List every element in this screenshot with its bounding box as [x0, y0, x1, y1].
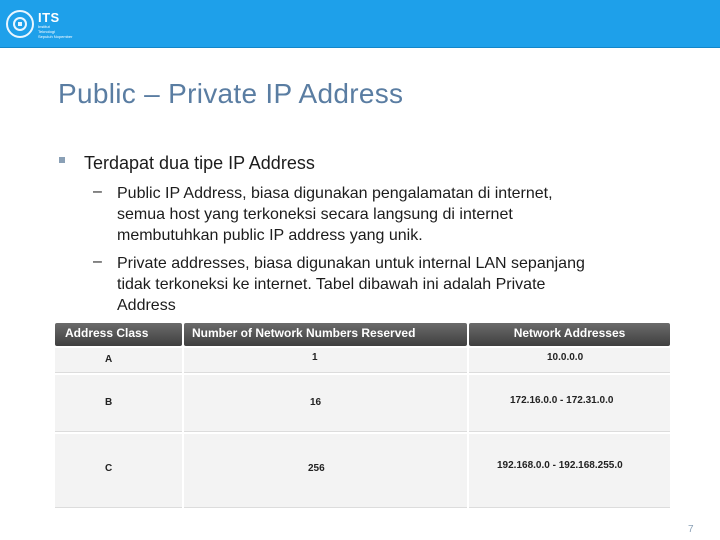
column-header-address-class: Address Class: [55, 323, 182, 346]
table-cell: C: [55, 434, 182, 508]
sub-bullet-public: [117, 183, 677, 246]
bullet-text: Terdapat dua tipe IP Address: [84, 153, 315, 173]
column-header-network-numbers: Number of Network Numbers Reserved: [184, 323, 467, 346]
sub-bullet-line: tidak terkoneksi ke internet. Tabel dibawah ini adalah Private: [117, 276, 546, 293]
logo-line: Teknologi: [38, 29, 55, 34]
sub-bullet-line: Address: [117, 297, 176, 314]
table-header: [55, 323, 670, 346]
table-cell: 256: [184, 434, 467, 508]
square-bullet-icon: [59, 157, 65, 163]
private-address-table: [55, 323, 670, 508]
table-row: [55, 434, 670, 508]
sub-bullet-line: Private addresses, biasa digunakan untuk internal LAN sepanjang: [117, 255, 585, 272]
table-cell: A: [55, 348, 182, 373]
column-header-network-addresses: Network Addresses: [469, 323, 670, 346]
slide-title: Public – Private IP Address: [58, 78, 404, 109]
logo-line: Institut: [38, 24, 50, 29]
logo-abbreviation: ITS: [38, 10, 60, 25]
dash-bullet: –: [93, 253, 102, 270]
sub-bullet-private: [117, 253, 677, 316]
sub-bullet-line: membutuhkan public IP address yang unik.: [117, 227, 423, 244]
table-row: [55, 348, 670, 373]
sub-bullet-line: semua host yang terkoneksi secara langsung di internet: [117, 206, 513, 223]
table-cell: 10.0.0.0: [469, 348, 670, 373]
its-seal-logo-icon: [6, 10, 34, 38]
table-cell: 16: [184, 375, 467, 432]
dash-bullet: –: [93, 183, 102, 200]
logo-line: Sepuluh Nopember: [38, 34, 73, 39]
page-number: 7: [688, 524, 694, 535]
table-cell: 192.168.0.0 - 192.168.255.0: [469, 434, 670, 508]
header-bar: [0, 0, 720, 48]
table-cell: 172.16.0.0 - 172.31.0.0: [469, 375, 670, 432]
its-logo-text: [38, 11, 72, 39]
sub-bullet-line: Public IP Address, biasa digunakan pengalamatan di internet,: [117, 185, 553, 202]
table-row: [55, 375, 670, 432]
table-cell: 1: [184, 348, 467, 373]
table-cell: B: [55, 375, 182, 432]
